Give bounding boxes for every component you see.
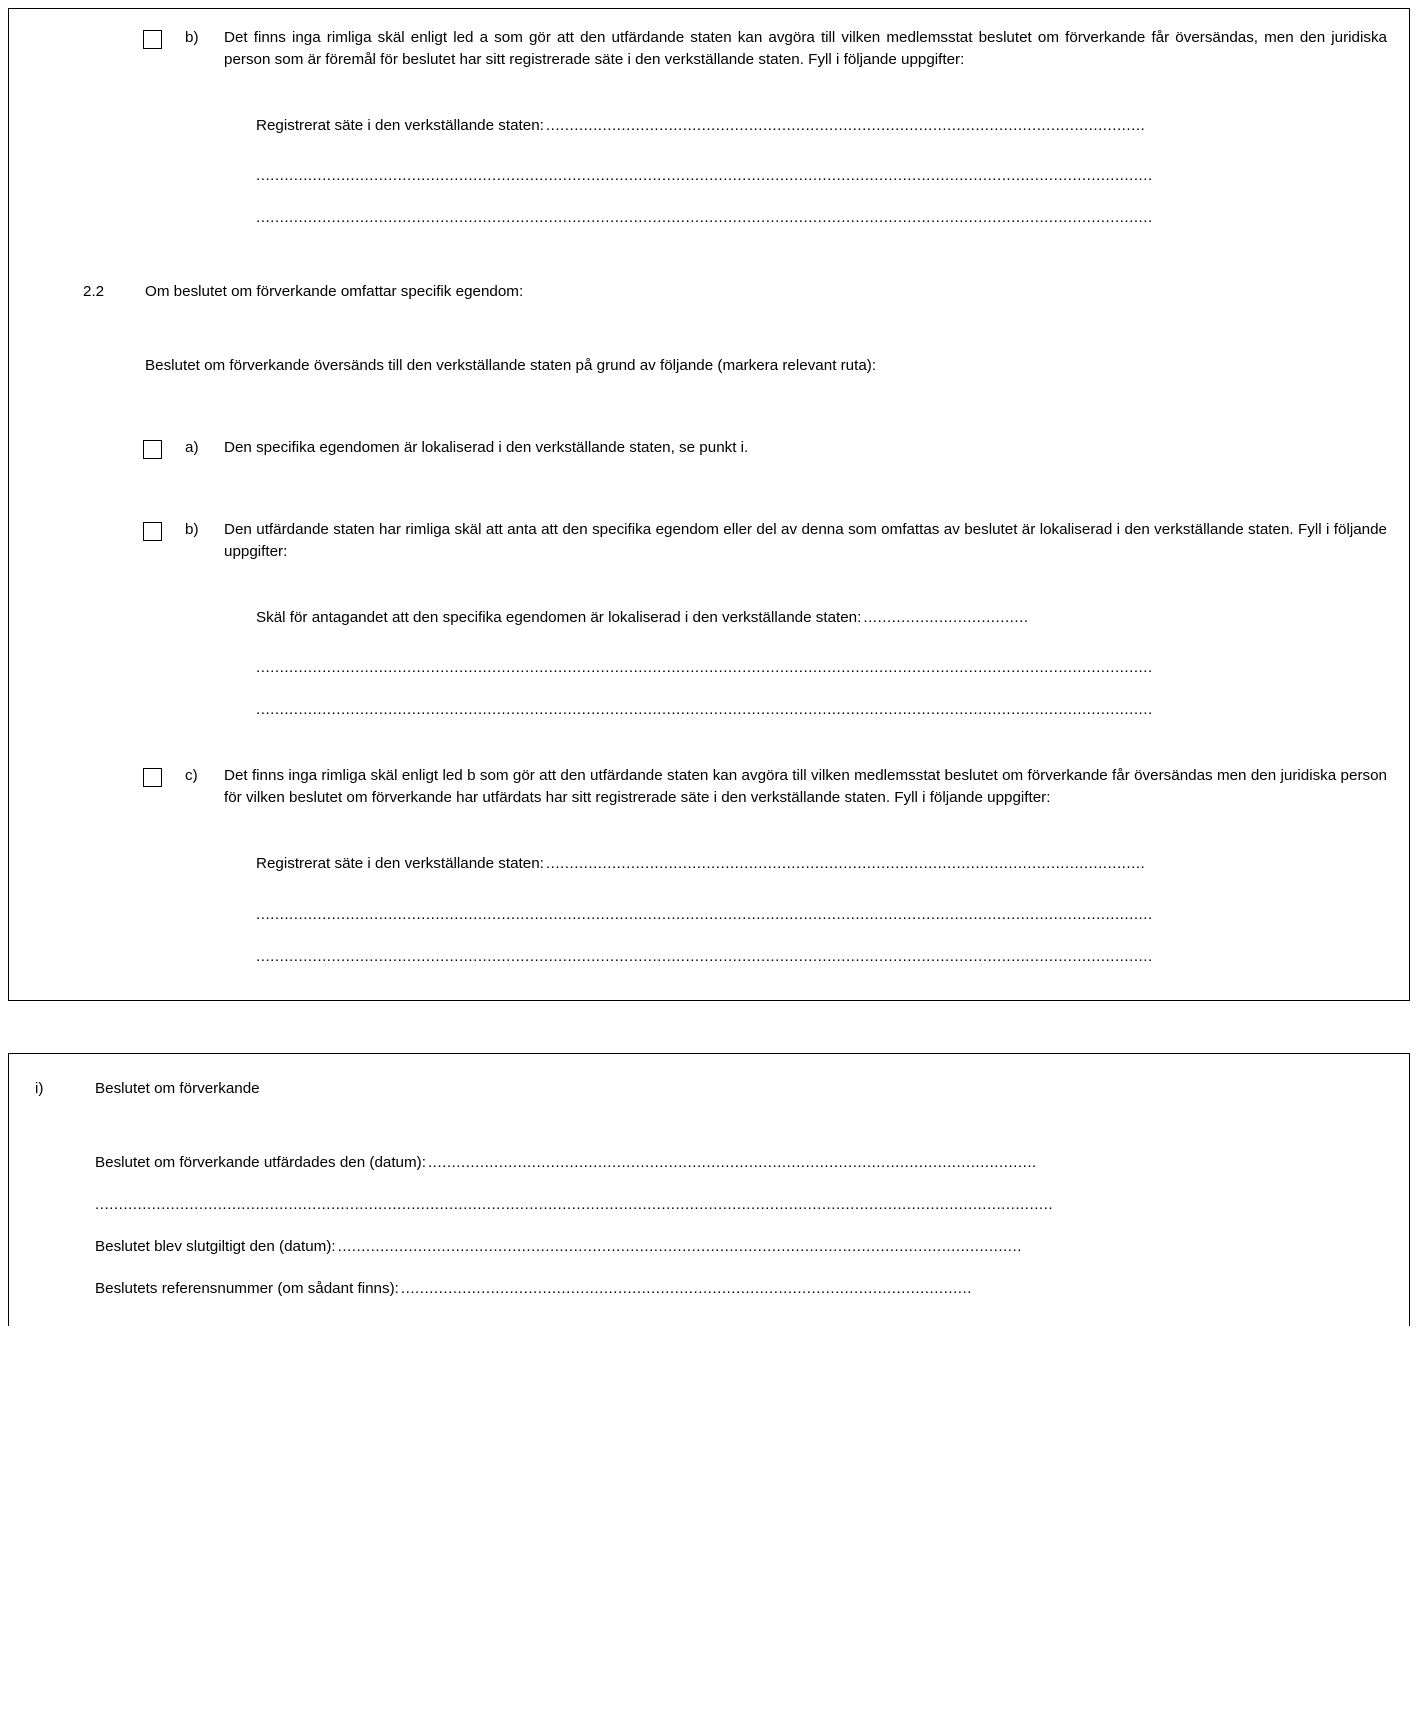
section-number: 2.2 [83, 283, 105, 301]
fillin-dots: ......................................................................................................................... [400, 1279, 972, 1297]
checkbox-item-2-2-a[interactable] [143, 437, 1395, 459]
section-i-box [8, 1053, 1410, 1326]
fillin-line-3[interactable]: .............................................................................................................................................................................................. [256, 947, 1153, 965]
checkbox-item-2-2-b[interactable] [143, 519, 1395, 563]
spacer [256, 679, 1387, 699]
spacer [23, 303, 1395, 355]
checkbox-item-2-1-b[interactable] [143, 27, 1395, 71]
spacer [95, 1258, 1387, 1278]
fillin-label: Skäl för antagandet att den specifika egendomen är lokaliserad i den verkställande staten: [256, 609, 862, 627]
checkbox-icon[interactable] [143, 440, 162, 459]
spacer [256, 187, 1387, 207]
fillin-registered-seat-2c [256, 853, 1387, 967]
section-2-2 [83, 281, 1395, 303]
spacer [95, 1216, 1387, 1236]
item-letter: b) [185, 521, 199, 539]
item-letter: c) [185, 767, 198, 785]
checkbox-icon[interactable] [143, 522, 162, 541]
fillin-label: Beslutet om förverkande utfärdades den (datum): [95, 1153, 426, 1171]
fillin-decision-dates [95, 1152, 1387, 1300]
item-text: Det finns inga rimliga skäl enligt led b som gör att den utfärdande staten kan avgöra till vilken medlemsstat beslutet om förverkande får översändas men den juridiska person för vilken beslutet om förverkande har utfärdats har sitt registrerade säte i den verkställande staten. Fyll i följande uppgifter: [224, 767, 1387, 807]
spacer [256, 926, 1387, 946]
fillin-line-2[interactable]: .............................................................................................................................................................................................. [256, 659, 1153, 677]
fillin-label: Registrerat säte i den verkställande staten: [256, 117, 544, 135]
fillin-dots: ................................................................................................................................. [427, 1153, 1037, 1171]
section-letter: i) [35, 1079, 44, 1097]
spacer [23, 377, 1395, 437]
fillin-dots: ............................................................................................................................... [545, 855, 1146, 873]
spacer [23, 563, 1395, 607]
spacer [23, 1300, 1395, 1308]
item-letter: b) [185, 29, 199, 46]
checkbox-icon[interactable] [143, 30, 162, 49]
spacer [23, 721, 1395, 765]
spacer [23, 809, 1395, 853]
fillin-row-reference-number[interactable] [95, 1278, 1387, 1300]
checkbox-item-2-2-c[interactable] [143, 765, 1395, 809]
fillin-line-3[interactable]: .............................................................................................................................................................................................. [256, 701, 1153, 719]
spacer [23, 459, 1395, 519]
checkbox-icon[interactable] [143, 768, 162, 787]
fillin-row-issued-date[interactable] [95, 1152, 1387, 1174]
fillin-dots: ................................... [863, 609, 1029, 627]
fillin-dots: ............................................................................................................................... [545, 117, 1146, 135]
section-title: Beslutet om förverkande [95, 1079, 260, 1097]
spacer [23, 968, 1395, 982]
document-page [0, 8, 1418, 1729]
spacer [23, 71, 1395, 115]
fillin-row-final-date[interactable] [95, 1236, 1387, 1258]
fillin-dots: ................................................................................................................................................. [337, 1237, 1022, 1255]
fillin-label: Beslutet blev slutgiltigt den (datum): [95, 1237, 336, 1255]
spacer [23, 229, 1395, 281]
item-text: Den utfärdande staten har rimliga skäl att anta att den specifika egendom eller del av denna som omfattas av beslutet är lokaliserad i den verkställande staten. Fyll i följande uppgifter: [224, 521, 1387, 561]
fillin-row[interactable] [256, 607, 1387, 629]
section-2-2-intro: Beslutet om förverkande översänds till den verkställande staten på grund av följande (markera relevant ruta): [145, 357, 877, 375]
item-text: Den specifika egendomen är lokaliserad i den verkställande staten, se punkt i. [224, 439, 749, 457]
fillin-line-2[interactable]: .............................................................................................................................................................................................. [256, 167, 1153, 185]
spacer [95, 1174, 1387, 1194]
fillin-label: Registrerat säte i den verkställande staten: [256, 855, 544, 873]
section-2-box [8, 8, 1410, 1001]
spacer [23, 1100, 1395, 1152]
fillin-row[interactable] [256, 853, 1387, 875]
box-gap [0, 1001, 1418, 1053]
spacer [256, 876, 1387, 904]
fillin-row[interactable] [256, 115, 1387, 137]
spacer [256, 137, 1387, 165]
fillin-line-3[interactable]: .............................................................................................................................................................................................. [256, 209, 1153, 227]
section-title: Om beslutet om förverkande omfattar specifik egendom: [145, 283, 524, 301]
fillin-reasons-2b [256, 607, 1387, 721]
item-letter: a) [185, 439, 199, 457]
spacer [256, 629, 1387, 657]
fillin-row-continuation[interactable]: ........................................................................................................................................................................................................... [95, 1195, 1054, 1213]
item-text: Det finns inga rimliga skäl enligt led a som gör att den utfärdande staten kan avgöra till vilken medlemsstat beslutet om förverkande får översändas, men den juridiska person som är föremål för beslutet har sitt registrerade säte i den verkställande staten. Fyll i följande uppgifter: [224, 29, 1387, 69]
fillin-line-2[interactable]: .............................................................................................................................................................................................. [256, 905, 1153, 923]
fillin-label: Beslutets referensnummer (om sådant finns): [95, 1279, 399, 1297]
fillin-registered-seat-b [256, 115, 1387, 229]
section-i-heading [35, 1078, 1395, 1100]
